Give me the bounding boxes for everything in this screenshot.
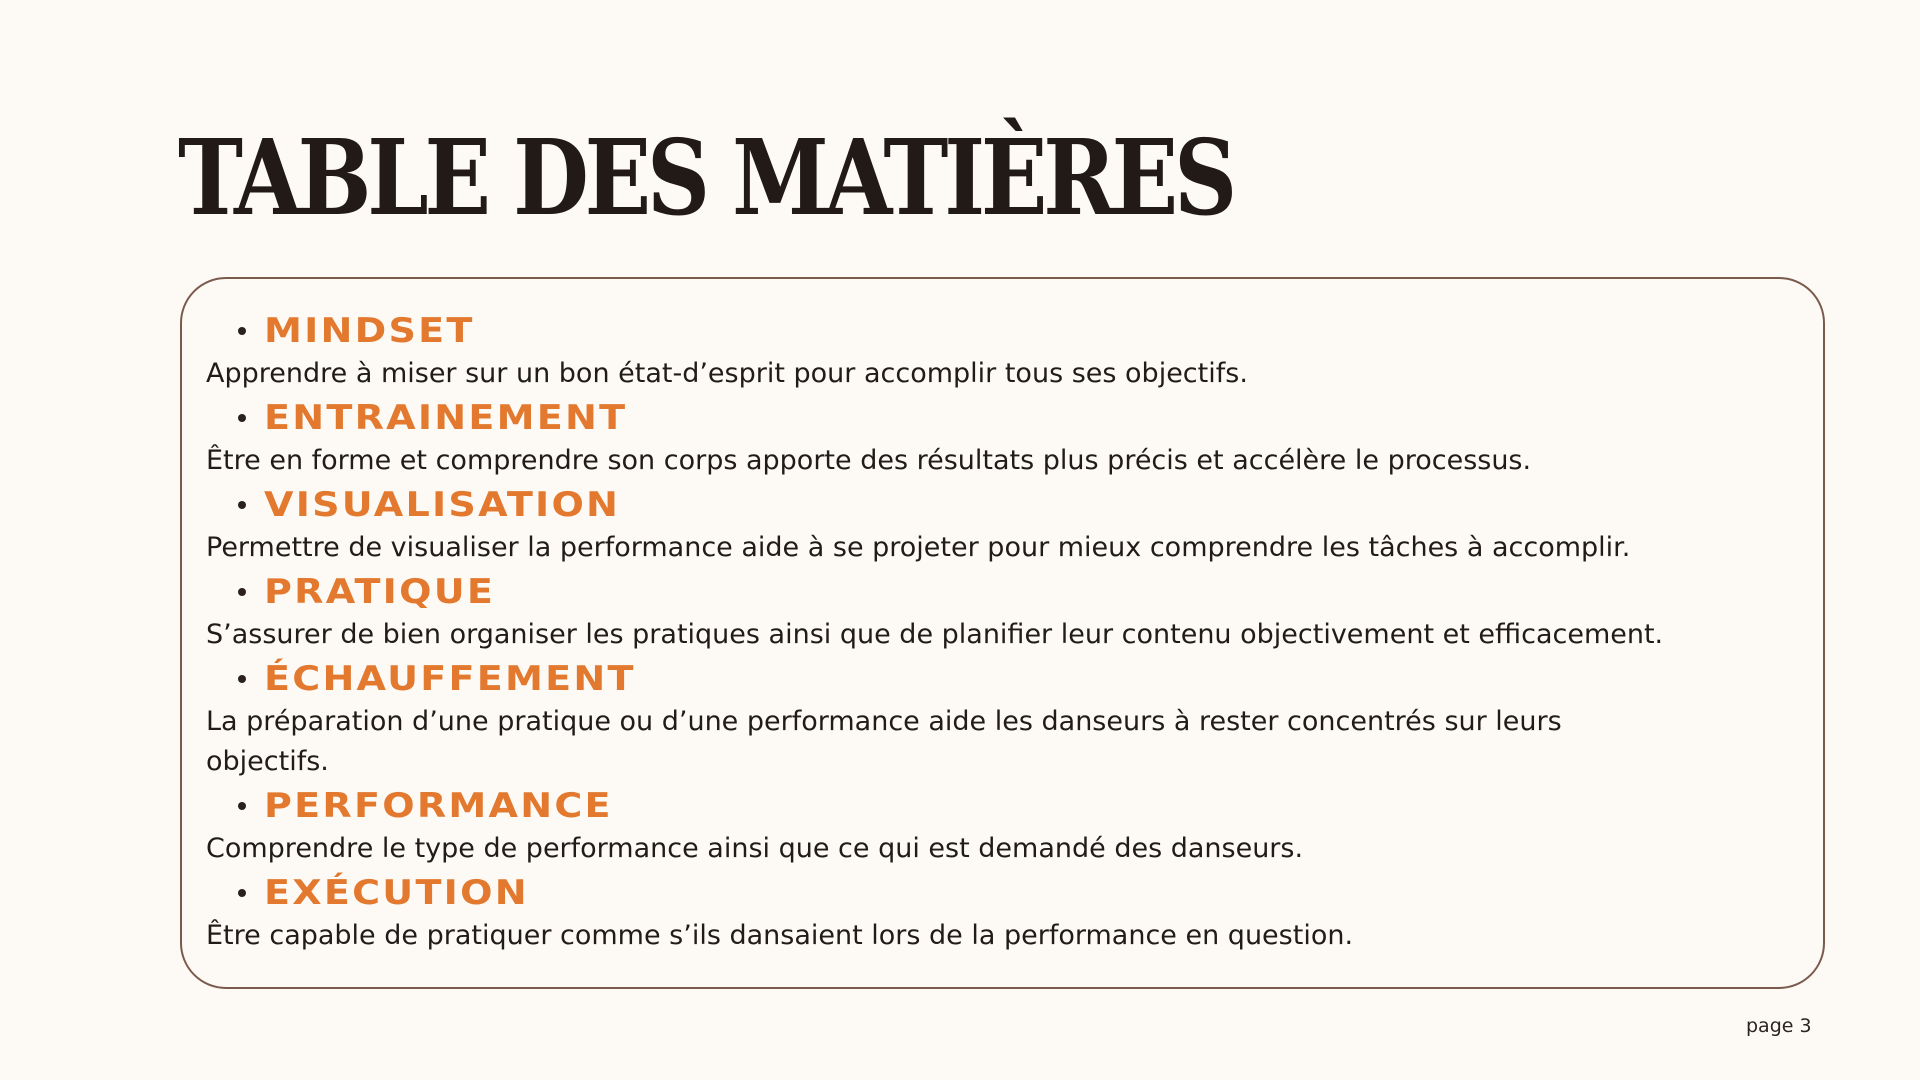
bullet-icon <box>238 588 246 596</box>
toc-description: Être capable de pratiquer comme s’ils dansaient lors de la performance en question. <box>206 920 1354 951</box>
toc-item-execution <box>206 869 1799 956</box>
toc-heading: ÉCHAUFFEMENT <box>264 658 636 699</box>
toc-heading: EXÉCUTION <box>264 872 529 913</box>
toc-heading: VISUALISATION <box>264 484 621 525</box>
page-number: page 3 <box>1746 1015 1812 1037</box>
toc-heading-row <box>206 394 1799 441</box>
bullet-icon <box>238 414 246 422</box>
toc-heading: PERFORMANCE <box>264 785 613 826</box>
bullet-icon <box>238 802 246 810</box>
bullet-icon <box>238 327 246 335</box>
toc-heading-row <box>206 869 1799 916</box>
toc-description: Être en forme et comprendre son corps apporte des résultats plus précis et accélère le processus. <box>206 445 1532 476</box>
toc-heading-row <box>206 782 1799 829</box>
table-of-contents-box <box>180 277 1825 989</box>
toc-item-pratique <box>206 568 1799 655</box>
toc-description: Permettre de visualiser la performance aide à se projeter pour mieux comprendre les tâches à accomplir. <box>206 532 1631 563</box>
toc-item-visualisation <box>206 481 1799 568</box>
toc-description: Apprendre à miser sur un bon état-d’esprit pour accomplir tous ses objectifs. <box>206 358 1248 389</box>
toc-list <box>206 307 1799 956</box>
bullet-icon <box>238 889 246 897</box>
toc-heading-row <box>206 481 1799 528</box>
bullet-icon <box>238 675 246 683</box>
toc-heading: MINDSET <box>264 310 475 351</box>
toc-heading-row <box>206 307 1799 354</box>
page-title: TABLE DES MATIÈRES <box>178 116 1233 239</box>
toc-item-echauffement <box>206 655 1799 782</box>
toc-heading-row <box>206 655 1799 702</box>
toc-heading: PRATIQUE <box>264 571 496 612</box>
toc-description: Comprendre le type de performance ainsi que ce qui est demandé des danseurs. <box>206 833 1304 864</box>
toc-heading: ENTRAINEMENT <box>264 397 628 438</box>
toc-heading-row <box>206 568 1799 615</box>
bullet-icon <box>238 501 246 509</box>
toc-item-performance <box>206 782 1799 869</box>
toc-description: La préparation d’une pratique ou d’une performance aide les danseurs à rester concentrés sur leurs objectifs. <box>206 706 1562 777</box>
toc-item-entrainement <box>206 394 1799 481</box>
toc-item-mindset <box>206 307 1799 394</box>
toc-description: S’assurer de bien organiser les pratiques ainsi que de planifier leur contenu objectivement et efficacement. <box>206 619 1664 650</box>
